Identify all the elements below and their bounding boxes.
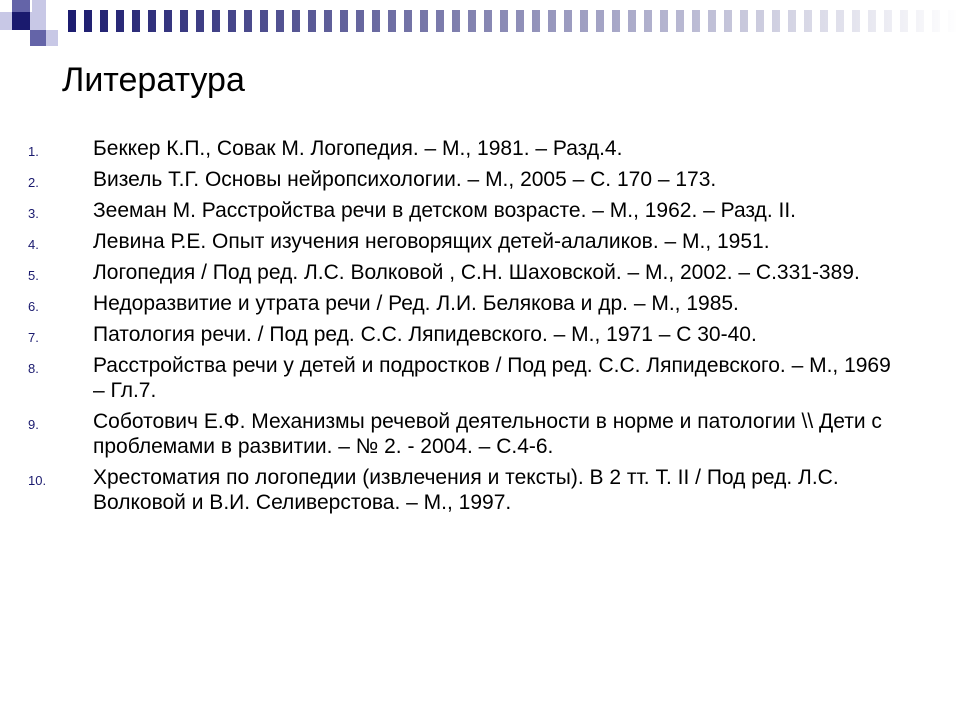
corner-square-decoration bbox=[32, 0, 46, 12]
reference-item bbox=[0, 229, 960, 254]
reference-number: 8. bbox=[28, 361, 39, 376]
reference-number: 3. bbox=[28, 206, 39, 221]
reference-text: Левина Р.Е. Опыт изучения неговорящих детей-алаликов. – М., 1951. bbox=[93, 230, 770, 253]
corner-square-decoration bbox=[12, 12, 30, 30]
reference-text: Расстройства речи у детей и подростков / Под ред. С.С. Ляпидевского. – М., 1969 – Гл.7. bbox=[93, 354, 891, 402]
reference-number: 4. bbox=[28, 237, 39, 252]
checker-pattern bbox=[60, 10, 960, 32]
slide-title: Литература bbox=[62, 61, 245, 99]
reference-text: Хрестоматия по логопедии (извлечения и тексты). В 2 тт. Т. II / Под ред. Л.С. Волковой и В.И. Селиверстова. – М., 1997. bbox=[93, 466, 839, 514]
reference-item bbox=[0, 167, 960, 192]
reference-item bbox=[0, 409, 960, 459]
corner-square-decoration bbox=[46, 30, 58, 46]
reference-item bbox=[0, 465, 960, 515]
reference-text: Зееман М. Расстройства речи в детском возрасте. – М., 1962. – Разд. II. bbox=[93, 199, 796, 222]
corner-square-decoration bbox=[12, 0, 30, 12]
reference-text: Недоразвитие и утрата речи / Ред. Л.И. Белякова и др. – М., 1985. bbox=[93, 292, 739, 315]
reference-list bbox=[0, 136, 960, 521]
reference-text: Логопедия / Под ред. Л.С. Волковой , С.Н. Шаховской. – М., 2002. – С.331-389. bbox=[93, 261, 860, 284]
corner-square-decoration bbox=[30, 30, 46, 46]
header-banner bbox=[0, 0, 960, 60]
reference-text: Визель Т.Г. Основы нейропсихологии. – М., 2005 – С. 170 – 173. bbox=[93, 168, 717, 191]
reference-number: 5. bbox=[28, 268, 39, 283]
reference-item bbox=[0, 260, 960, 285]
reference-number: 10. bbox=[28, 473, 47, 488]
reference-number: 9. bbox=[28, 417, 39, 432]
reference-item bbox=[0, 322, 960, 347]
reference-text: Беккер К.П., Совак М. Логопедия. – М., 1981. – Разд.4. bbox=[93, 137, 623, 160]
reference-number: 6. bbox=[28, 299, 39, 314]
reference-item bbox=[0, 198, 960, 223]
reference-number: 7. bbox=[28, 330, 39, 345]
corner-square-decoration bbox=[30, 12, 46, 30]
reference-text: Патология речи. / Под ред. С.С. Ляпидевского. – М., 1971 – С 30-40. bbox=[93, 323, 757, 346]
reference-number: 2. bbox=[28, 175, 39, 190]
reference-item bbox=[0, 136, 960, 161]
reference-item bbox=[0, 353, 960, 403]
reference-number: 1. bbox=[28, 144, 39, 159]
reference-text: Соботович Е.Ф. Механизмы речевой деятельности в норме и патологии \\ Дети с проблемами в развитии. – № 2. - 2004. – С.4-6. bbox=[93, 410, 882, 458]
corner-square-decoration bbox=[0, 12, 12, 30]
reference-item bbox=[0, 291, 960, 316]
